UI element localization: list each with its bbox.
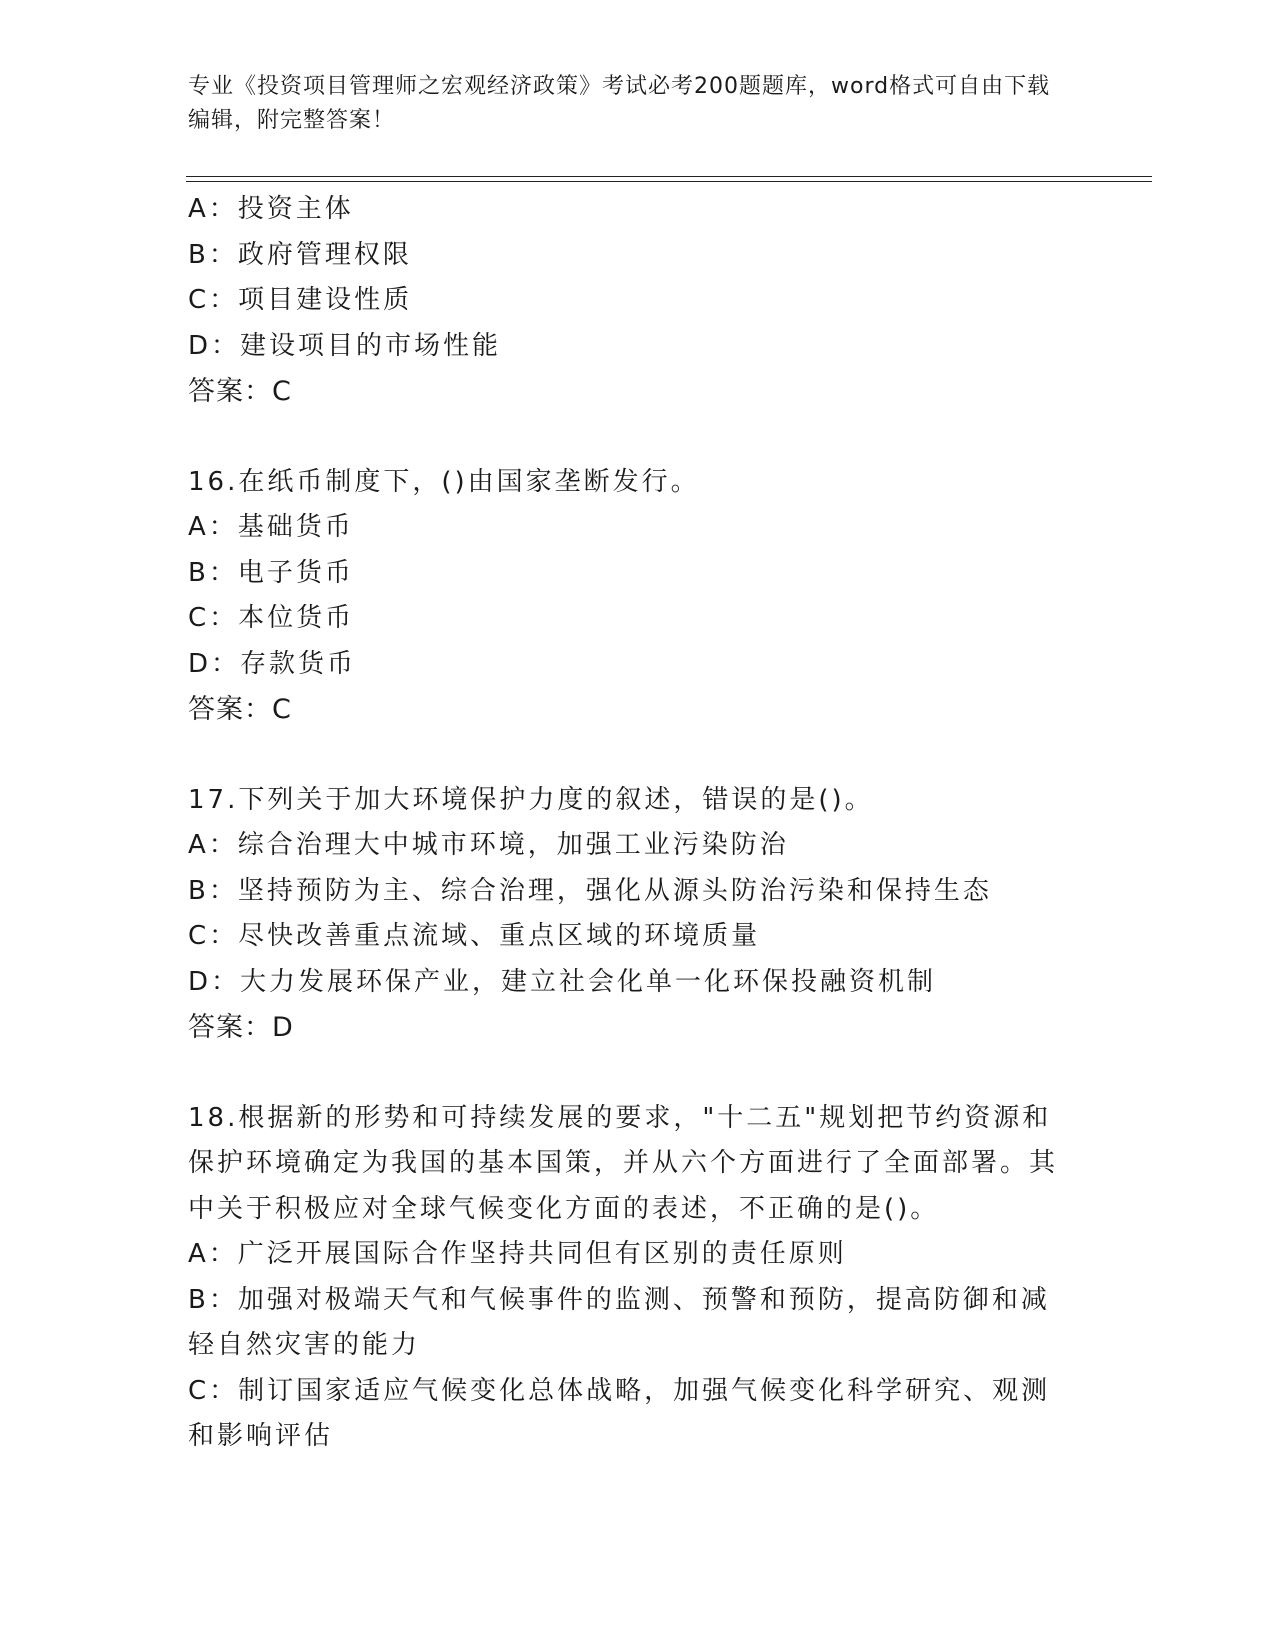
document-title: 专业《投资项目管理师之宏观经济政策》考试必考200题题库，word格式可自由下载编辑，附完整答案！ [188,74,1051,133]
question-stem: 16.在纸币制度下，()由国家垄断发行。 [188,466,700,497]
question-16 [188,460,1068,733]
option-a: A：广泛开展国际合作坚持共同但有区别的责任原则 [188,1239,847,1269]
option-c: C：制订国家适应气候变化总体战略，加强气候变化科学研究、观测和影响评估 [188,1375,1051,1451]
answer: 答案：C [188,376,292,407]
option-b: B：电子货币 [188,557,354,588]
header-divider-top [186,176,1152,177]
answer: 答案：C [188,694,292,725]
option-d: D：存款货币 [188,648,357,679]
question-list [188,187,1068,1460]
header-divider-bottom [186,181,1152,182]
option-b: B：政府管理权限 [188,239,412,270]
option-c: C：尽快改善重点流域、重点区域的环境质量 [188,921,761,951]
answer: 答案：D [188,1012,294,1043]
spacer [188,1051,1068,1096]
question-17 [188,778,1068,1051]
option-c: C：本位货币 [188,603,355,633]
option-c: C：项目建设性质 [188,285,413,315]
option-a: A：综合治理大中城市环境，加强工业污染防治 [188,830,789,860]
option-b: B：加强对极端天气和气候事件的监测、预警和预防，提高防御和减轻自然灾害的能力 [188,1284,1050,1360]
option-a: A：投资主体 [188,194,354,224]
spacer [188,733,1068,778]
document-header [188,70,1068,138]
spacer [188,415,1068,460]
option-a: A：基础货币 [188,512,354,542]
question-stem: 17.下列关于加大环境保护力度的叙述，错误的是()。 [188,784,874,815]
option-d: D：建设项目的市场性能 [188,330,502,361]
option-d: D：大力发展环保产业，建立社会化单一化环保投融资机制 [188,966,937,997]
question-18 [188,1096,1068,1460]
option-b: B：坚持预防为主、综合治理，强化从源头防治污染和保持生态 [188,875,992,906]
question-stem: 18.根据新的形势和可持续发展的要求，"十二五"规划把节约资源和保护环境确定为我国的基本国策，并从六个方面进行了全面部署。其中关于积极应对全球气候变化方面的表述，不正确的是()。 [188,1102,1059,1224]
question-15 [188,187,1068,415]
